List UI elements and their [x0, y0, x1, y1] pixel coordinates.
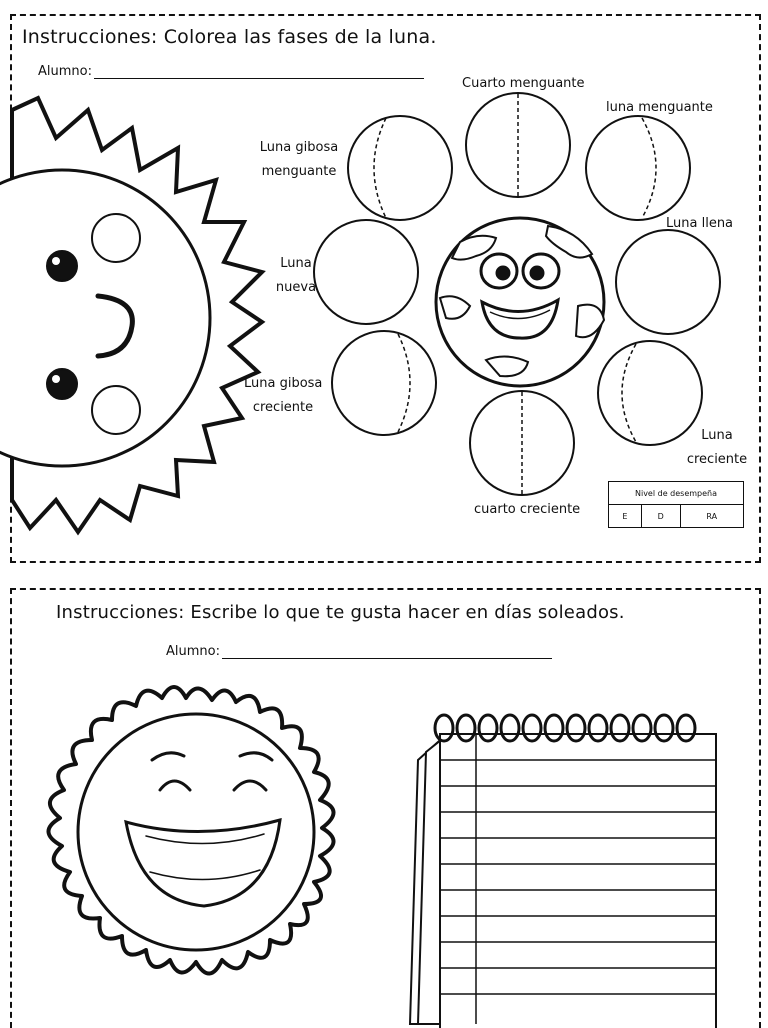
rubric-level-ra[interactable]: RA	[680, 505, 743, 528]
label-cuarto-creciente: cuarto creciente	[474, 502, 581, 517]
rubric-level-d[interactable]: D	[641, 505, 680, 528]
label-line: Luna	[701, 428, 733, 443]
label-luna-llena: Luna llena	[666, 216, 734, 231]
worksheet-title: Instrucciones: Escribe lo que te gusta hacer en días soleados.	[56, 602, 625, 623]
label-line: Luna gibosa	[259, 140, 339, 155]
label-cuarto-menguante: Cuarto menguante	[462, 76, 585, 91]
notebook-icon	[410, 715, 716, 1028]
label-line: Luna	[280, 256, 312, 271]
label-luna-menguante: luna menguante	[606, 100, 713, 115]
label-line: nueva	[275, 280, 317, 295]
worksheet-title: Instrucciones: Colorea las fases de la luna.	[22, 26, 437, 48]
student-name-label: Alumno:	[38, 64, 92, 79]
label-line: menguante	[261, 164, 337, 179]
rubric-level-e[interactable]: E	[609, 505, 642, 528]
student-name-label: Alumno:	[166, 644, 220, 659]
label-line: Luna gibosa	[244, 376, 323, 391]
label-line: creciente	[686, 452, 748, 467]
label-line: creciente	[252, 400, 314, 415]
rubric-header: Nivel de desempeña	[609, 482, 744, 505]
